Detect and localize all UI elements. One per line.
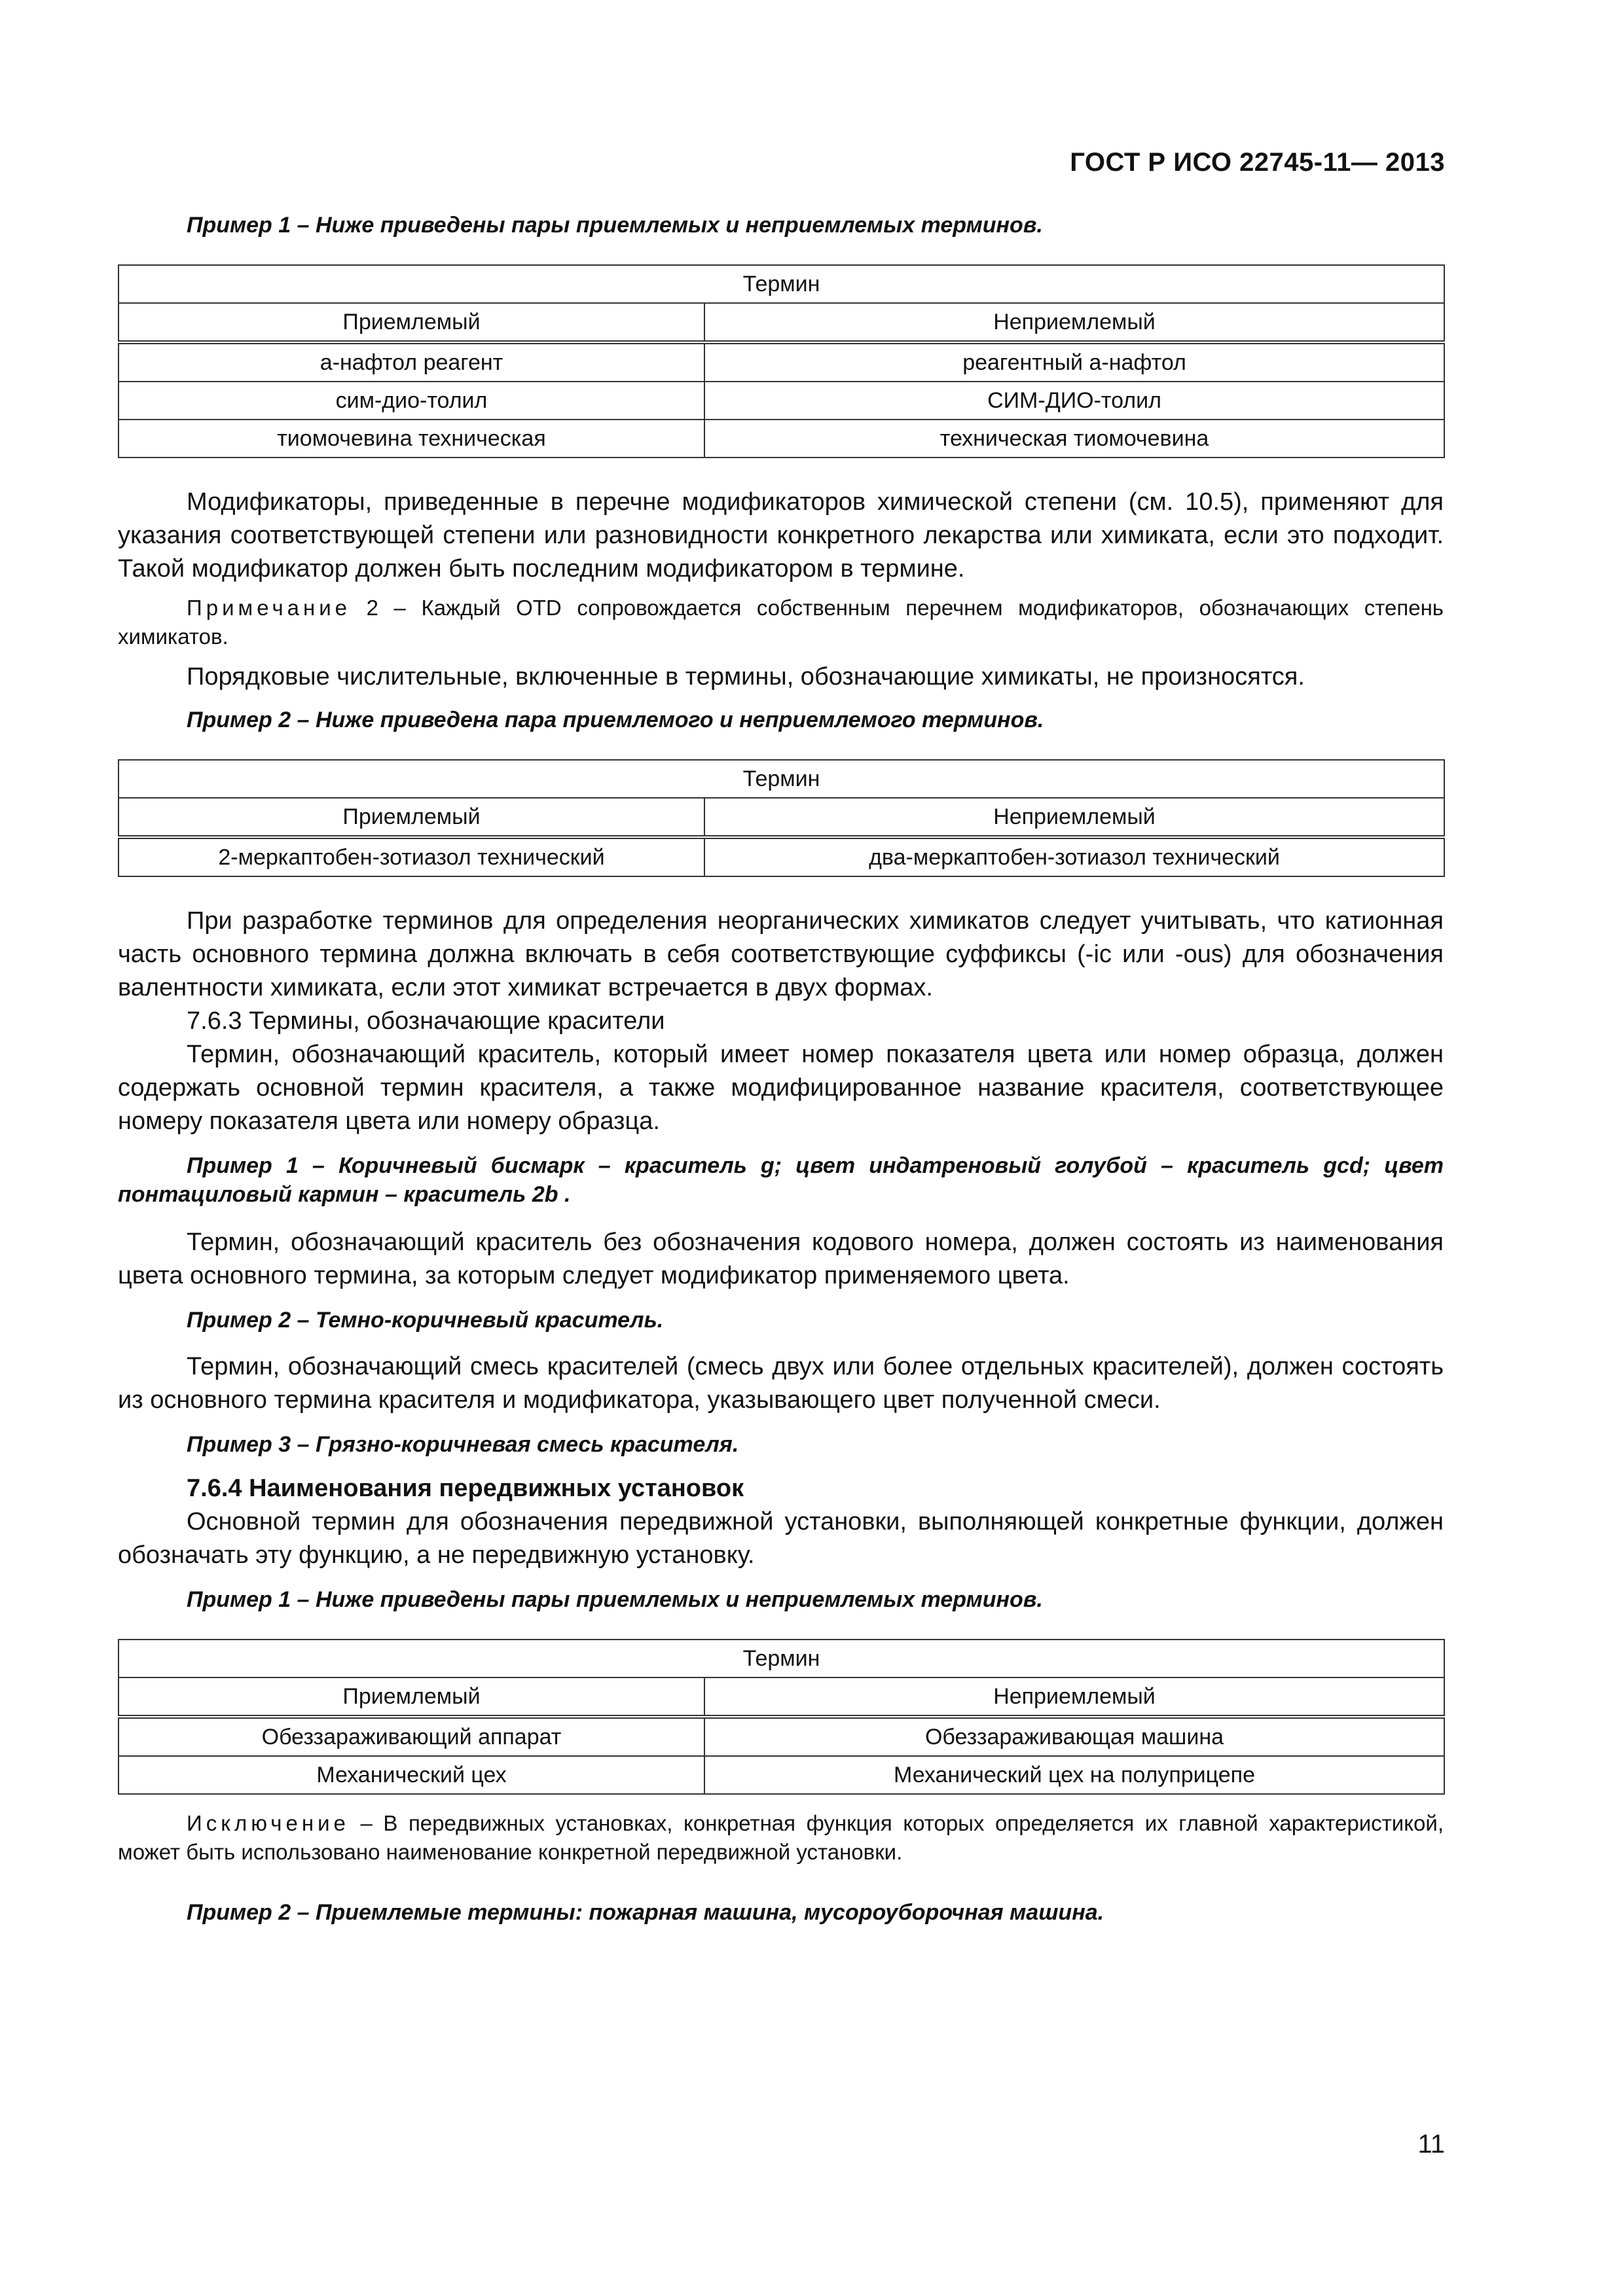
cell-acceptable: сим-дио-толил <box>119 382 704 420</box>
page-number: 11 <box>1417 2130 1445 2159</box>
cell-unacceptable: СИМ-ДИО-толил <box>704 382 1444 420</box>
paragraph-dye-index: Термин, обозначающий краситель, который имеет номер показателя цвета или номер образца, должен содержать основной термин красителя, а также модифицированное название красителя, соответствующее номеру показателя цвета или номеру образца. <box>118 1041 1444 1135</box>
table-row <box>119 1756 1444 1794</box>
column-header-unacceptable: Неприемлемый <box>704 798 1444 837</box>
paragraph-inorganic: При разработке терминов для определения неорганических химикатов следует учитывать, что катионная часть основного термина должна включать в себя соответствующие суффиксы (-ic или -ous) для обозначения валентности химиката, если этот химикат встречается в двух формах. <box>118 907 1444 1001</box>
example-dye-2: Пример 2 – Темно-коричневый краситель. <box>187 1308 664 1333</box>
column-header-acceptable: Приемлемый <box>119 1677 704 1717</box>
note-2 <box>118 594 1444 651</box>
cell-acceptable: Обеззараживающий аппарат <box>119 1717 704 1756</box>
exception-note <box>118 1809 1444 1867</box>
table-title: Термин <box>119 265 1444 303</box>
exception-text: – В передвижных установках, конкретная функция которых определяется их главной характеристикой, может быть использовано наименование конкретной передвижной установки. <box>118 1811 1444 1864</box>
example-2: Пример 2 – Ниже приведена пара приемлемого и неприемлемого терминов. <box>187 708 1044 732</box>
table-title: Термин <box>119 1640 1444 1677</box>
terms-table-2 <box>118 759 1445 877</box>
table-row <box>119 382 1444 420</box>
table-row <box>119 342 1444 382</box>
paragraph-modifiers: Модификаторы, приведенные в перечне модификаторов химической степени (см. 10.5), применяют для указания соответствующей степени или разновидности конкретного лекарства или химиката, если это подходит. Такой модификатор должен быть последним модификатором в термине. <box>118 488 1444 583</box>
section-heading-7-6-4: 7.6.4 Наименования передвижных установок <box>187 1475 744 1502</box>
column-header-unacceptable: Неприемлемый <box>704 303 1444 342</box>
table-row <box>119 1717 1444 1756</box>
cell-unacceptable: техническая тиомочевина <box>704 420 1444 457</box>
column-header-acceptable: Приемлемый <box>119 303 704 342</box>
table-row <box>119 837 1444 876</box>
document-header: ГОСТ Р ИСО 22745-11— 2013 <box>1070 148 1445 177</box>
table-row <box>119 420 1444 457</box>
table-title: Термин <box>119 760 1444 798</box>
paragraph-mobile-units: Основной термин для обозначения передвижной установки, выполняющей конкретные функции, должен обозначать эту функцию, а не передвижную установку. <box>118 1508 1444 1569</box>
note-label: Примечание <box>187 596 352 620</box>
cell-acceptable: 2-меркаптобен-зотиазол технический <box>119 837 704 876</box>
page-content <box>118 211 1444 1927</box>
paragraph-dye-mix: Термин, обозначающий смесь красителей (смесь двух или более отдельных красителей), должен состоять из основного термина красителя и модификатора, указывающего цвет полученной смеси. <box>118 1353 1444 1414</box>
cell-unacceptable: два-меркаптобен-зотиазол технический <box>704 837 1444 876</box>
example-mobile-1: Пример 1 – Ниже приведены пары приемлемых и неприемлемых терминов. <box>187 1587 1043 1612</box>
paragraph-ordinals: Порядковые числительные, включенные в термины, обозначающие химикаты, не произносятся. <box>187 663 1305 691</box>
example-dye-1: Пример 1 – Коричневый бисмарк – краситель g; цвет индатреновый голубой – краситель gcd; цвет понтациловый кармин – краситель 2b . <box>118 1153 1444 1207</box>
section-heading-7-6-3: 7.6.3 Термины, обозначающие красители <box>187 1007 665 1035</box>
cell-unacceptable: Обеззараживающая машина <box>704 1717 1444 1756</box>
cell-unacceptable: Механический цех на полуприцепе <box>704 1756 1444 1794</box>
example-dye-3: Пример 3 – Грязно-коричневая смесь красителя. <box>187 1432 739 1457</box>
cell-unacceptable: реагентный а-нафтол <box>704 342 1444 382</box>
cell-acceptable: тиомочевина техническая <box>119 420 704 457</box>
paragraph-dye-no-code: Термин, обозначающий краситель без обозначения кодового номера, должен состоять из наименования цвета основного термина, за которым следует модификатор применяемого цвета. <box>118 1229 1444 1289</box>
column-header-unacceptable: Неприемлемый <box>704 1677 1444 1717</box>
cell-acceptable: а-нафтол реагент <box>119 342 704 382</box>
example-mobile-2: Пример 2 – Приемлемые термины: пожарная машина, мусороуборочная машина. <box>187 1900 1104 1925</box>
note-text: 2 – Каждый OTD сопровождается собственным перечнем модификаторов, обозначающих степень химикатов. <box>118 596 1444 649</box>
cell-acceptable: Механический цех <box>119 1756 704 1794</box>
exception-label: Исключение <box>187 1811 350 1835</box>
example-1: Пример 1 – Ниже приведены пары приемлемых и неприемлемых терминов. <box>187 213 1043 238</box>
terms-table-3 <box>118 1639 1445 1795</box>
terms-table-1 <box>118 264 1445 458</box>
column-header-acceptable: Приемлемый <box>119 798 704 837</box>
